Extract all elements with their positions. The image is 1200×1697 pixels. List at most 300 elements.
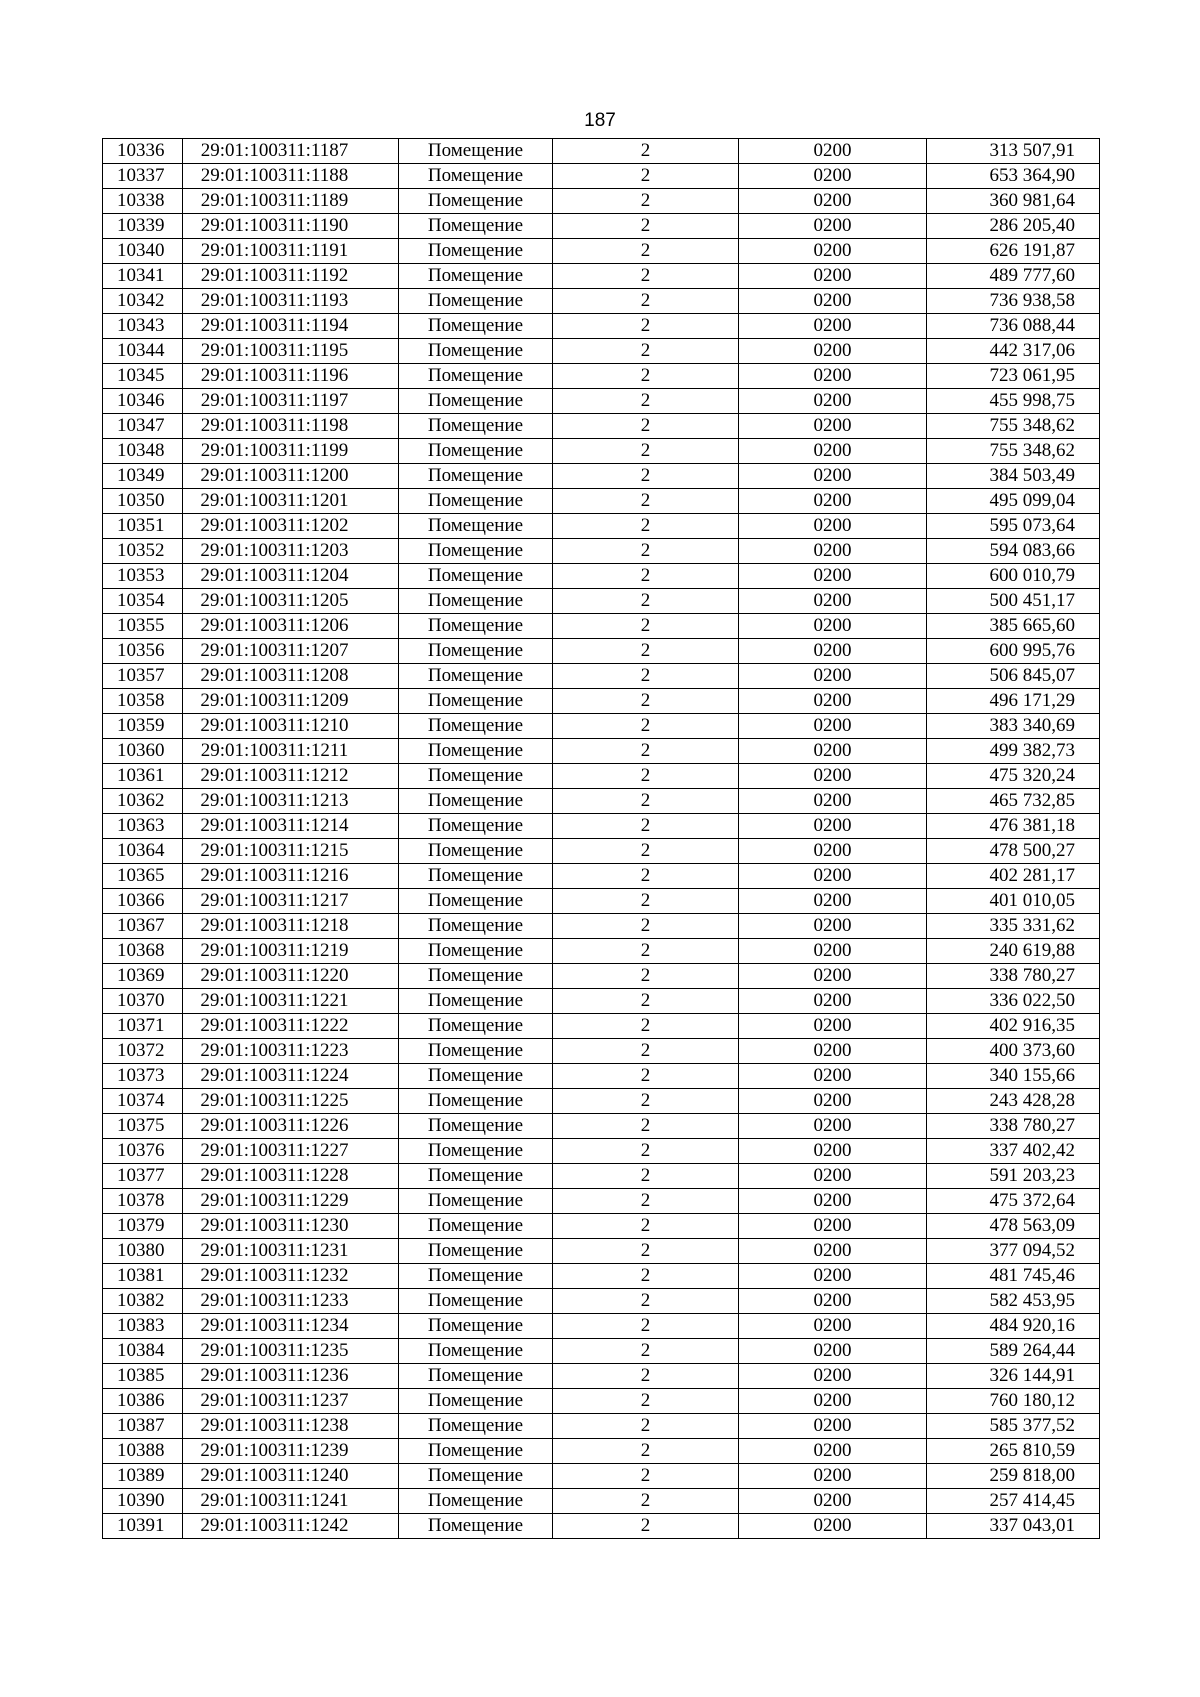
table-row [103,814,1100,839]
table-row [103,214,1100,239]
cadastral-value-cell: 377 094,52 [927,1239,1100,1264]
row-number-cell: 10378 [103,1189,183,1214]
object-type-cell: Помещение [399,1414,553,1439]
category-code-cell: 0200 [739,839,927,864]
cadastral-number-cell: 29:01:100311:1201 [183,489,399,514]
cadastral-number-cell: 29:01:100311:1212 [183,764,399,789]
object-type-cell: Помещение [399,789,553,814]
row-number-cell: 10345 [103,364,183,389]
category-code-cell: 0200 [739,564,927,589]
cadastral-value-cell: 360 981,64 [927,189,1100,214]
group-code-cell: 2 [553,1214,739,1239]
object-type-cell: Помещение [399,1314,553,1339]
row-number-cell: 10364 [103,839,183,864]
group-code-cell: 2 [553,514,739,539]
category-code-cell: 0200 [739,1189,927,1214]
cadastral-number-cell: 29:01:100311:1224 [183,1064,399,1089]
category-code-cell: 0200 [739,1439,927,1464]
group-code-cell: 2 [553,1389,739,1414]
table-row [103,1064,1100,1089]
category-code-cell: 0200 [739,1364,927,1389]
cadastral-value-cell: 383 340,69 [927,714,1100,739]
category-code-cell: 0200 [739,889,927,914]
category-code-cell: 0200 [739,289,927,314]
table-row [103,739,1100,764]
cadastral-number-cell: 29:01:100311:1229 [183,1189,399,1214]
row-number-cell: 10344 [103,339,183,364]
cadastral-value-cell: 500 451,17 [927,589,1100,614]
group-code-cell: 2 [553,939,739,964]
group-code-cell: 2 [553,689,739,714]
cadastral-value-cell: 496 171,29 [927,689,1100,714]
object-type-cell: Помещение [399,164,553,189]
category-code-cell: 0200 [739,1264,927,1289]
cadastral-value-cell: 723 061,95 [927,364,1100,389]
row-number-cell: 10391 [103,1514,183,1539]
table-row [103,914,1100,939]
object-type-cell: Помещение [399,714,553,739]
table-row [103,689,1100,714]
category-code-cell: 0200 [739,614,927,639]
cadastral-number-cell: 29:01:100311:1188 [183,164,399,189]
object-type-cell: Помещение [399,1489,553,1514]
category-code-cell: 0200 [739,389,927,414]
row-number-cell: 10349 [103,464,183,489]
table-row [103,1239,1100,1264]
row-number-cell: 10346 [103,389,183,414]
object-type-cell: Помещение [399,1514,553,1539]
row-number-cell: 10342 [103,289,183,314]
row-number-cell: 10360 [103,739,183,764]
group-code-cell: 2 [553,214,739,239]
cadastral-value-cell: 402 281,17 [927,864,1100,889]
table-row [103,239,1100,264]
table-row [103,264,1100,289]
object-type-cell: Помещение [399,414,553,439]
table-row [103,1189,1100,1214]
cadastral-value-cell: 736 938,58 [927,289,1100,314]
cadastral-number-cell: 29:01:100311:1236 [183,1364,399,1389]
cadastral-number-cell: 29:01:100311:1222 [183,1014,399,1039]
group-code-cell: 2 [553,464,739,489]
cadastral-number-cell: 29:01:100311:1199 [183,439,399,464]
cadastral-value-cell: 455 998,75 [927,389,1100,414]
category-code-cell: 0200 [739,1489,927,1514]
cadastral-number-cell: 29:01:100311:1225 [183,1089,399,1114]
category-code-cell: 0200 [739,1339,927,1364]
table-row [103,364,1100,389]
object-type-cell: Помещение [399,489,553,514]
row-number-cell: 10372 [103,1039,183,1064]
group-code-cell: 2 [553,364,739,389]
object-type-cell: Помещение [399,889,553,914]
category-code-cell: 0200 [739,864,927,889]
cadastral-number-cell: 29:01:100311:1240 [183,1464,399,1489]
cadastral-number-cell: 29:01:100311:1234 [183,1314,399,1339]
cadastral-value-cell: 582 453,95 [927,1289,1100,1314]
cadastral-number-cell: 29:01:100311:1219 [183,939,399,964]
object-type-cell: Помещение [399,139,553,164]
group-code-cell: 2 [553,264,739,289]
category-code-cell: 0200 [739,939,927,964]
group-code-cell: 2 [553,314,739,339]
page-number: 187 [584,110,616,131]
row-number-cell: 10356 [103,639,183,664]
cadastral-number-cell: 29:01:100311:1238 [183,1414,399,1439]
object-type-cell: Помещение [399,189,553,214]
object-type-cell: Помещение [399,389,553,414]
object-type-cell: Помещение [399,1264,553,1289]
category-code-cell: 0200 [739,314,927,339]
cadastral-value-cell: 259 818,00 [927,1464,1100,1489]
table-row [103,1139,1100,1164]
table-row [103,589,1100,614]
object-type-cell: Помещение [399,314,553,339]
object-type-cell: Помещение [399,1164,553,1189]
cadastral-value-cell: 484 920,16 [927,1314,1100,1339]
row-number-cell: 10386 [103,1389,183,1414]
table-row [103,489,1100,514]
category-code-cell: 0200 [739,964,927,989]
cadastral-number-cell: 29:01:100311:1213 [183,789,399,814]
table-row [103,989,1100,1014]
cadastral-number-cell: 29:01:100311:1231 [183,1239,399,1264]
cadastral-value-cell: 243 428,28 [927,1089,1100,1114]
table-row [103,1514,1100,1539]
group-code-cell: 2 [553,1164,739,1189]
row-number-cell: 10365 [103,864,183,889]
object-type-cell: Помещение [399,939,553,964]
category-code-cell: 0200 [739,364,927,389]
table-row [103,464,1100,489]
cadastral-number-cell: 29:01:100311:1241 [183,1489,399,1514]
group-code-cell: 2 [553,1239,739,1264]
group-code-cell: 2 [553,1414,739,1439]
table-row [103,1039,1100,1064]
cadastral-number-cell: 29:01:100311:1203 [183,539,399,564]
object-type-cell: Помещение [399,614,553,639]
row-number-cell: 10362 [103,789,183,814]
cadastral-value-cell: 591 203,23 [927,1164,1100,1189]
table-row [103,389,1100,414]
cadastral-value-cell: 594 083,66 [927,539,1100,564]
table-row [103,789,1100,814]
table-row [103,964,1100,989]
row-number-cell: 10367 [103,914,183,939]
cadastral-number-cell: 29:01:100311:1200 [183,464,399,489]
table-row [103,939,1100,964]
cadastral-value-cell: 653 364,90 [927,164,1100,189]
object-type-cell: Помещение [399,339,553,364]
object-type-cell: Помещение [399,914,553,939]
cadastral-value-cell: 337 402,42 [927,1139,1100,1164]
cadastral-value-cell: 600 010,79 [927,564,1100,589]
object-type-cell: Помещение [399,1214,553,1239]
table-row [103,439,1100,464]
row-number-cell: 10368 [103,939,183,964]
object-type-cell: Помещение [399,1064,553,1089]
cadastral-value-cell: 481 745,46 [927,1264,1100,1289]
cadastral-value-cell: 736 088,44 [927,314,1100,339]
cadastral-value-cell: 585 377,52 [927,1414,1100,1439]
category-code-cell: 0200 [739,1289,927,1314]
table-row [103,1264,1100,1289]
table-row [103,339,1100,364]
cadastral-number-cell: 29:01:100311:1218 [183,914,399,939]
cadastral-number-cell: 29:01:100311:1242 [183,1514,399,1539]
object-type-cell: Помещение [399,964,553,989]
table-row [103,614,1100,639]
table-row [103,864,1100,889]
category-code-cell: 0200 [739,664,927,689]
table-row [103,289,1100,314]
table-row [103,414,1100,439]
category-code-cell: 0200 [739,214,927,239]
cadastral-number-cell: 29:01:100311:1207 [183,639,399,664]
group-code-cell: 2 [553,389,739,414]
cadastral-number-cell: 29:01:100311:1192 [183,264,399,289]
group-code-cell: 2 [553,739,739,764]
cadastral-value-cell: 265 810,59 [927,1439,1100,1464]
cadastral-number-cell: 29:01:100311:1193 [183,289,399,314]
object-type-cell: Помещение [399,1114,553,1139]
category-code-cell: 0200 [739,814,927,839]
category-code-cell: 0200 [739,714,927,739]
object-type-cell: Помещение [399,1464,553,1489]
cadastral-value-cell: 336 022,50 [927,989,1100,1014]
cadastral-number-cell: 29:01:100311:1205 [183,589,399,614]
group-code-cell: 2 [553,714,739,739]
object-type-cell: Помещение [399,464,553,489]
category-code-cell: 0200 [739,489,927,514]
row-number-cell: 10382 [103,1289,183,1314]
row-number-cell: 10363 [103,814,183,839]
row-number-cell: 10375 [103,1114,183,1139]
object-type-cell: Помещение [399,839,553,864]
cadastral-number-cell: 29:01:100311:1216 [183,864,399,889]
row-number-cell: 10370 [103,989,183,1014]
row-number-cell: 10371 [103,1014,183,1039]
row-number-cell: 10359 [103,714,183,739]
table-row [103,1414,1100,1439]
row-number-cell: 10389 [103,1464,183,1489]
category-code-cell: 0200 [739,514,927,539]
cadastral-number-cell: 29:01:100311:1235 [183,1339,399,1364]
cadastral-value-cell: 385 665,60 [927,614,1100,639]
object-type-cell: Помещение [399,1364,553,1389]
object-type-cell: Помещение [399,1339,553,1364]
category-code-cell: 0200 [739,1139,927,1164]
cadastral-value-cell: 338 780,27 [927,1114,1100,1139]
cadastral-number-cell: 29:01:100311:1206 [183,614,399,639]
row-number-cell: 10336 [103,139,183,164]
cadastral-number-cell: 29:01:100311:1210 [183,714,399,739]
cadastral-value-cell: 442 317,06 [927,339,1100,364]
cadastral-number-cell: 29:01:100311:1220 [183,964,399,989]
cadastral-number-cell: 29:01:100311:1239 [183,1439,399,1464]
cadastral-number-cell: 29:01:100311:1211 [183,739,399,764]
group-code-cell: 2 [553,814,739,839]
object-type-cell: Помещение [399,364,553,389]
group-code-cell: 2 [553,189,739,214]
object-type-cell: Помещение [399,814,553,839]
row-number-cell: 10379 [103,1214,183,1239]
cadastral-number-cell: 29:01:100311:1226 [183,1114,399,1139]
row-number-cell: 10385 [103,1364,183,1389]
cadastral-value-cell: 402 916,35 [927,1014,1100,1039]
cadastral-value-cell: 506 845,07 [927,664,1100,689]
row-number-cell: 10361 [103,764,183,789]
category-code-cell: 0200 [739,339,927,364]
cadastral-value-cell: 337 043,01 [927,1514,1100,1539]
row-number-cell: 10366 [103,889,183,914]
table-row [103,1364,1100,1389]
object-type-cell: Помещение [399,1439,553,1464]
group-code-cell: 2 [553,764,739,789]
row-number-cell: 10388 [103,1439,183,1464]
category-code-cell: 0200 [739,1114,927,1139]
table-row [103,164,1100,189]
cadastral-value-cell: 600 995,76 [927,639,1100,664]
cadastral-value-cell: 595 073,64 [927,514,1100,539]
cadastral-value-cell: 338 780,27 [927,964,1100,989]
group-code-cell: 2 [553,489,739,514]
table-row [103,1439,1100,1464]
object-type-cell: Помещение [399,1189,553,1214]
category-code-cell: 0200 [739,414,927,439]
row-number-cell: 10341 [103,264,183,289]
category-code-cell: 0200 [739,1464,927,1489]
group-code-cell: 2 [553,1039,739,1064]
object-type-cell: Помещение [399,689,553,714]
cadastral-number-cell: 29:01:100311:1202 [183,514,399,539]
group-code-cell: 2 [553,989,739,1014]
object-type-cell: Помещение [399,264,553,289]
category-code-cell: 0200 [739,1414,927,1439]
object-type-cell: Помещение [399,989,553,1014]
category-code-cell: 0200 [739,739,927,764]
cadastral-value-cell: 755 348,62 [927,439,1100,464]
group-code-cell: 2 [553,664,739,689]
category-code-cell: 0200 [739,1014,927,1039]
group-code-cell: 2 [553,164,739,189]
table-row [103,1339,1100,1364]
group-code-cell: 2 [553,614,739,639]
table-row [103,1289,1100,1314]
category-code-cell: 0200 [739,1314,927,1339]
category-code-cell: 0200 [739,189,927,214]
group-code-cell: 2 [553,589,739,614]
group-code-cell: 2 [553,1464,739,1489]
group-code-cell: 2 [553,1439,739,1464]
group-code-cell: 2 [553,864,739,889]
object-type-cell: Помещение [399,1039,553,1064]
cadastral-value-cell: 475 320,24 [927,764,1100,789]
group-code-cell: 2 [553,639,739,664]
row-number-cell: 10337 [103,164,183,189]
object-type-cell: Помещение [399,639,553,664]
group-code-cell: 2 [553,964,739,989]
group-code-cell: 2 [553,339,739,364]
row-number-cell: 10358 [103,689,183,714]
table-row [103,1389,1100,1414]
group-code-cell: 2 [553,1264,739,1289]
cadastral-value-cell: 760 180,12 [927,1389,1100,1414]
category-code-cell: 0200 [739,789,927,814]
object-type-cell: Помещение [399,664,553,689]
table-row [103,664,1100,689]
cadastral-number-cell: 29:01:100311:1227 [183,1139,399,1164]
object-type-cell: Помещение [399,439,553,464]
object-type-cell: Помещение [399,1139,553,1164]
cadastral-value-cell: 335 331,62 [927,914,1100,939]
row-number-cell: 10340 [103,239,183,264]
cadastral-value-cell: 589 264,44 [927,1339,1100,1364]
group-code-cell: 2 [553,1289,739,1314]
table-row [103,714,1100,739]
table-row [103,1114,1100,1139]
row-number-cell: 10343 [103,314,183,339]
cadastral-number-cell: 29:01:100311:1233 [183,1289,399,1314]
category-code-cell: 0200 [739,1039,927,1064]
category-code-cell: 0200 [739,989,927,1014]
row-number-cell: 10387 [103,1414,183,1439]
group-code-cell: 2 [553,414,739,439]
group-code-cell: 2 [553,239,739,264]
group-code-cell: 2 [553,789,739,814]
row-number-cell: 10352 [103,539,183,564]
object-type-cell: Помещение [399,514,553,539]
cadastral-value-cell: 340 155,66 [927,1064,1100,1089]
object-type-cell: Помещение [399,739,553,764]
object-type-cell: Помещение [399,1014,553,1039]
object-type-cell: Помещение [399,289,553,314]
cadastral-number-cell: 29:01:100311:1230 [183,1214,399,1239]
table-row [103,314,1100,339]
group-code-cell: 2 [553,1514,739,1539]
cadastral-value-cell: 499 382,73 [927,739,1100,764]
object-type-cell: Помещение [399,1389,553,1414]
row-number-cell: 10354 [103,589,183,614]
row-number-cell: 10351 [103,514,183,539]
row-number-cell: 10369 [103,964,183,989]
table-row [103,1164,1100,1189]
category-code-cell: 0200 [739,464,927,489]
table-row [103,639,1100,664]
cadastral-value-cell: 384 503,49 [927,464,1100,489]
cadastral-number-cell: 29:01:100311:1187 [183,139,399,164]
cadastral-value-cell: 478 563,09 [927,1214,1100,1239]
table-row [103,189,1100,214]
group-code-cell: 2 [553,564,739,589]
category-code-cell: 0200 [739,1164,927,1189]
row-number-cell: 10338 [103,189,183,214]
cadastral-number-cell: 29:01:100311:1208 [183,664,399,689]
row-number-cell: 10348 [103,439,183,464]
table-row [103,139,1100,164]
category-code-cell: 0200 [739,1389,927,1414]
cadastral-value-cell: 476 381,18 [927,814,1100,839]
cadastral-value-cell: 465 732,85 [927,789,1100,814]
cadastral-number-cell: 29:01:100311:1191 [183,239,399,264]
row-number-cell: 10374 [103,1089,183,1114]
table-row [103,1214,1100,1239]
object-type-cell: Помещение [399,239,553,264]
cadastral-value-cell: 626 191,87 [927,239,1100,264]
row-number-cell: 10381 [103,1264,183,1289]
category-code-cell: 0200 [739,1514,927,1539]
cadastral-number-cell: 29:01:100311:1223 [183,1039,399,1064]
